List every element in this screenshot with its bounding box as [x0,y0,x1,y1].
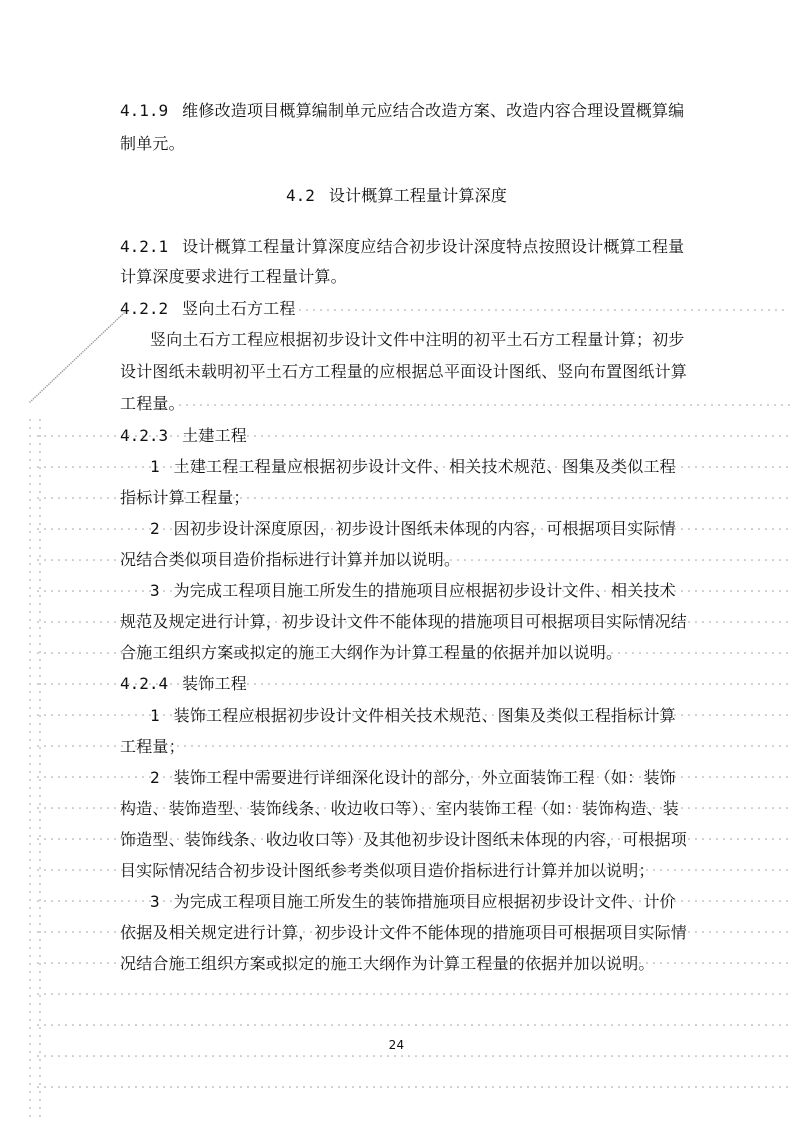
item-number: 3 [150,892,160,911]
item-number: 3 [150,581,160,600]
clause-4-2-4-item-1-line-2: 工程量； [120,737,185,756]
item-text: 装饰工程中需要进行详细深化设计的部分，外立面装饰工程（如：装饰 [173,768,676,787]
clause-4-2-3-item-2-line-2: 况结合类似项目造价指标进行计算并加以说明。 [120,550,461,569]
clause-4-2-4-item-3-line-2: 依据及相关规定进行计算，初步设计文件不能体现的措施项目可根据项目实际情 [120,923,688,942]
section-number: 4.2 [285,186,315,205]
clause-4-2-4-item-3-line-3: 况结合施工组织方案或拟定的施工大纲作为计算工程量的依据并加以说明。 [120,954,655,973]
clause-4-2-3-item-1-line-2: 指标计算工程量； [120,488,250,507]
clause-4-2-1-line-2: 计算深度要求进行工程量计算。 [120,267,347,286]
clause-title: 竖向土石方工程 [182,299,296,318]
clause-4-2-4-item-2-line-3: 饰造型、装饰线条、收边收口等）及其他初步设计图纸未体现的内容，可根据项 [120,830,688,849]
clause-4-2-3-item-1-line-1 [150,456,676,478]
item-text: 装饰工程应根据初步设计文件相关技术规范、图集及类似工程指标计算 [173,706,676,725]
clause-number: 4.2.1 [120,237,169,256]
clause-4-2-3-heading [120,425,247,447]
clause-4-2-4-item-2-line-4: 目实际情况结合初步设计图纸参考类似项目造价指标进行计算并加以说明； [120,861,655,880]
clause-4-2-3-item-2-line-1 [150,518,676,540]
clause-4-1-9-line-1 [120,100,684,122]
item-number: 1 [150,457,160,476]
clause-number: 4.2.2 [120,299,169,318]
clause-4-2-4-item-3-line-1 [150,891,676,913]
clause-4-2-4-item-2-line-2: 构造、装饰造型、装饰线条、收边收口等）、室内装饰工程（如：装饰构造、装 [120,799,680,818]
section-heading [0,185,793,207]
clause-4-2-4-item-1-line-1 [150,705,676,727]
clause-text: 设计概算工程量计算深度应结合初步设计深度特点按照设计概算工程量 [182,237,685,256]
item-text: 为完成工程项目施工所发生的措施项目应根据初步设计文件、相关技术 [173,581,676,600]
clause-4-2-3-item-3-line-1 [150,580,676,602]
item-number: 2 [150,768,160,787]
clause-4-2-4-heading [120,673,247,695]
item-text: 为完成工程项目施工所发生的装饰措施项目应根据初步设计文件、计价 [173,892,676,911]
clause-number: 4.2.3 [120,426,169,445]
item-text: 土建工程工程量应根据初步设计文件、相关技术规范、图集及类似工程 [173,457,676,476]
clause-4-2-2-heading [120,298,296,320]
clause-4-1-9-line-2: 制单元。 [120,134,185,153]
clause-4-2-3-item-3-line-3: 合施工组织方案或拟定的施工大纲作为计算工程量的依据并加以说明。 [120,643,623,662]
clause-text: 维修改造项目概算编制单元应结合改造方案、改造内容合理设置概算编 [182,101,685,120]
item-number: 1 [150,706,160,725]
item-text: 因初步设计深度原因，初步设计图纸未体现的内容，可根据项目实际情 [173,519,676,538]
clause-4-2-2-line-2: 设计图纸未载明初平土石方工程量的应根据总平面设计图纸、竖向布置图纸计算 [120,362,688,381]
section-title: 设计概算工程量计算深度 [328,186,508,205]
clause-4-2-1-line-1 [120,236,684,258]
clause-4-2-4-item-2-line-1 [150,767,676,789]
clause-number: 4.1.9 [120,101,169,120]
clause-4-2-3-item-3-line-2: 规范及规定进行计算，初步设计文件不能体现的措施项目可根据项目实际情况结 [120,612,688,631]
clause-4-2-2-line-1: 竖向土石方工程应根据初步设计文件中注明的初平土石方工程量计算；初步 [150,330,685,349]
clause-number: 4.2.4 [120,674,169,693]
clause-title: 土建工程 [182,426,247,445]
clause-4-2-2-line-3: 工程量。 [120,394,185,413]
item-number: 2 [150,519,160,538]
page-number: 24 [388,1038,405,1052]
clause-title: 装饰工程 [182,674,247,693]
